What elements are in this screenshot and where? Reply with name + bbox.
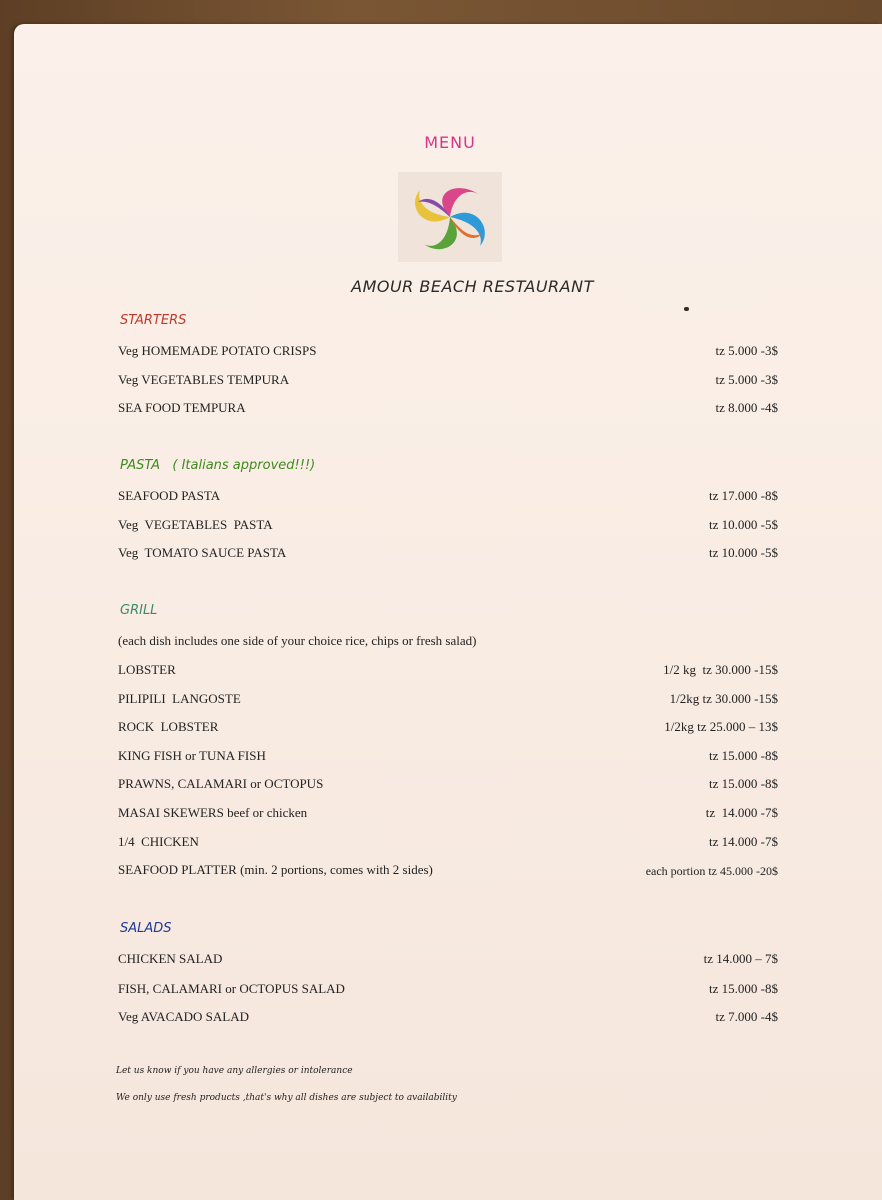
menu-item xyxy=(118,834,778,854)
paper-speck xyxy=(684,307,689,311)
menu-item xyxy=(118,400,778,420)
menu-item xyxy=(118,862,778,882)
item-price: 1/2 kg tz 30.000 -15$ xyxy=(663,662,778,677)
item-price: tz 5.000 -3$ xyxy=(715,372,778,387)
item-price: tz 15.000 -8$ xyxy=(709,748,778,763)
section-title-pasta: PASTA ( Italians approved!!!) xyxy=(120,458,316,473)
item-name: Veg HOMEMADE POTATO CRISPS xyxy=(118,343,317,358)
menu-heading: MENU xyxy=(424,133,476,152)
item-name: CHICKEN SALAD xyxy=(118,951,223,966)
allergy-note: Let us know if you have any allergies or intolerance xyxy=(116,1066,353,1076)
item-price: tz 7.000 -4$ xyxy=(715,1009,778,1024)
item-price: tz 14.000 -7$ xyxy=(709,834,778,849)
item-price: tz 10.000 -5$ xyxy=(709,517,778,532)
item-name: Veg AVACADO SALAD xyxy=(118,1009,249,1024)
menu-item xyxy=(118,343,778,363)
menu-item xyxy=(118,719,778,739)
item-name: ROCK LOBSTER xyxy=(118,719,219,734)
item-name: MASAI SKEWERS beef or chicken xyxy=(118,805,308,820)
item-price: tz 15.000 -8$ xyxy=(709,776,778,791)
menu-item xyxy=(118,517,778,537)
item-name: PRAWNS, CALAMARI or OCTOPUS xyxy=(118,776,324,791)
item-price: each portion tz 45.000 -20$ xyxy=(645,864,778,878)
item-name: SEAFOOD PASTA xyxy=(118,488,221,503)
item-price: 1/2kg tz 30.000 -15$ xyxy=(669,691,778,706)
item-name: FISH, CALAMARI or OCTOPUS SALAD xyxy=(118,981,345,996)
item-name: PILIPILI LANGOSTE xyxy=(118,691,241,706)
fresh-products-note: We only use fresh products ,that's why all dishes are subject to availability xyxy=(116,1093,457,1103)
item-name: Veg TOMATO SAUCE PASTA xyxy=(118,545,287,560)
menu-item xyxy=(118,981,778,1001)
menu-item xyxy=(118,951,778,971)
item-price: tz 14.000 -7$ xyxy=(705,805,778,820)
item-price: tz 15.000 -8$ xyxy=(709,981,778,996)
item-price: tz 8.000 -4$ xyxy=(715,400,778,415)
item-price: tz 14.000 – 7$ xyxy=(703,951,778,966)
menu-item xyxy=(118,691,778,711)
item-price: tz 17.000 -8$ xyxy=(709,488,778,503)
item-name: SEA FOOD TEMPURA xyxy=(118,400,246,415)
swirl-logo-icon xyxy=(398,172,502,262)
menu-item xyxy=(118,748,778,768)
section-title-grill: GRILL xyxy=(120,603,158,618)
grill-note: (each dish includes one side of your choice rice, chips or fresh salad) xyxy=(118,633,477,648)
item-price: tz 10.000 -5$ xyxy=(709,545,778,560)
restaurant-name: AMOUR BEACH RESTAURANT xyxy=(351,277,594,296)
section-title-salads: SALADS xyxy=(120,921,172,936)
item-name: SEAFOOD PLATTER (min. 2 portions, comes with 2 sides) xyxy=(118,862,433,877)
item-name: KING FISH or TUNA FISH xyxy=(118,748,266,763)
item-name: Veg VEGETABLES TEMPURA xyxy=(118,372,290,387)
item-price: 1/2kg tz 25.000 – 13$ xyxy=(664,719,778,734)
item-name: 1/4 CHICKEN xyxy=(118,834,199,849)
menu-item xyxy=(118,372,778,392)
section-title-starters: STARTERS xyxy=(120,313,187,328)
menu-item xyxy=(118,776,778,796)
item-name: LOBSTER xyxy=(118,662,176,677)
item-name: Veg VEGETABLES PASTA xyxy=(118,517,273,532)
menu-item xyxy=(118,488,778,508)
menu-item xyxy=(118,1009,778,1029)
item-price: tz 5.000 -3$ xyxy=(715,343,778,358)
menu-item xyxy=(118,545,778,565)
menu-item xyxy=(118,805,778,825)
menu-item xyxy=(118,662,778,682)
